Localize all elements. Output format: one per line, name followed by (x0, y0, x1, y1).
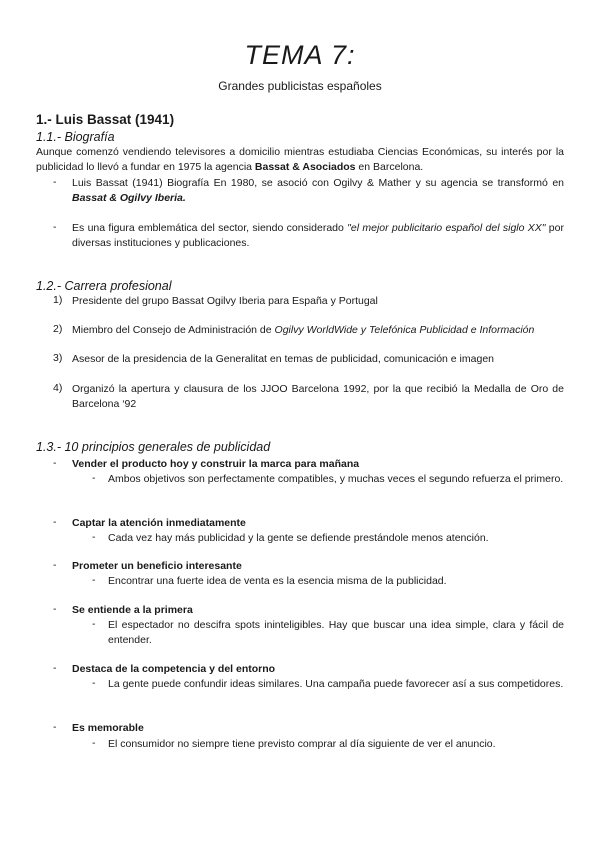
principle-detail: Ambos objetivos son perfectamente compatibles, y muchas veces el segundo refuerza el primero. (108, 473, 564, 485)
intro-text-end: en Barcelona. (355, 161, 424, 173)
bullet-dash: - (92, 574, 96, 586)
intro-text: Aunque comenzó vendiendo televisores a domicilio mientras estudiaba Ciencias Económicas, su interés por la publicidad lo llevó a fundar en 1975 la agencia (36, 146, 564, 173)
subsection-heading-principios: 1.3.- 10 principios generales de publicidad (36, 440, 271, 454)
document-subtitle: Grandes publicistas españoles (218, 79, 382, 93)
principle-detail: Cada vez hay más publicidad y la gente se defiende prestándole menos atención. (108, 532, 489, 544)
career-item-companies: Ogilvy WorldWide y Telefónica Publicidad e Información (274, 324, 535, 336)
bullet-text: Luis Bassat (1941) Biografía En 1980, se asoció con Ogilvy & Mather y su agencia se transformó en (72, 177, 564, 189)
principle-detail: La gente puede confundir ideas similares. Una campaña puede favorecer así a sus competidores. (108, 678, 564, 690)
bullet-dash: - (92, 737, 96, 749)
list-number: 4) (53, 382, 63, 394)
document-title: TEMA 7: (244, 40, 356, 70)
bullet-text: Es una figura emblemática del sector, siendo considerado (72, 222, 348, 234)
section-heading-bassat: 1.- Luis Bassat (1941) (36, 112, 175, 127)
principle-title: Captar la atención inmediatamente (72, 517, 246, 529)
bullet-dash: - (53, 603, 57, 615)
bullet-text-end: por diversas instituciones y publicaciones. (72, 222, 564, 249)
career-item: Asesor de la presidencia de la Generalitat en temas de publicidad, comunicación e imagen (72, 353, 494, 365)
principle-detail: El espectador no descifra spots ininteligibles. Hay que buscar una idea simple, clara y fácil de entender. (108, 619, 564, 646)
bullet-agency-name: Bassat & Ogilvy Iberia. (72, 192, 186, 204)
principle-detail: El consumidor no siempre tiene previsto comprar al día siguiente de ver el anuncio. (108, 738, 496, 750)
career-item: Organizó la apertura y clausura de los JJOO Barcelona 1992, por la que recibió la Medalla de Oro de Barcelona ‘92 (72, 383, 564, 410)
biography-bullet-ogilvy (72, 176, 564, 206)
bullet-dash: - (53, 221, 57, 233)
bullet-dash: - (92, 531, 96, 543)
biography-bullet-figure (72, 221, 564, 251)
intro-agency-name: Bassat & Asociados (254, 161, 356, 173)
list-number: 2) (53, 323, 63, 335)
biography-intro (36, 145, 564, 175)
bullet-dash: - (53, 176, 57, 188)
bullet-dash: - (53, 559, 57, 571)
bullet-dash: - (53, 516, 57, 528)
subsection-heading-biografia: 1.1.- Biografía (36, 130, 115, 144)
principle-title: Prometer un beneficio interesante (72, 560, 242, 572)
principle-title: Destaca de la competencia y del entorno (72, 663, 276, 675)
bullet-quote: "el mejor publicitario español del siglo XX" (347, 222, 546, 234)
principle-title: Se entiende a la primera (72, 604, 193, 616)
career-item-text: Miembro del Consejo de Administración de (72, 324, 275, 336)
bullet-dash: - (53, 457, 57, 469)
bullet-dash: - (92, 472, 96, 484)
principle-detail: Encontrar una fuerte idea de venta es la esencia misma de la publicidad. (108, 575, 447, 587)
bullet-dash: - (92, 618, 96, 630)
list-number: 3) (53, 352, 63, 364)
bullet-dash: - (92, 677, 96, 689)
subsection-heading-carrera: 1.2.- Carrera profesional (36, 279, 172, 293)
career-item (72, 323, 572, 338)
career-item: Presidente del grupo Bassat Ogilvy Iberia para España y Portugal (72, 295, 378, 307)
principle-title: Vender el producto hoy y construir la marca para mañana (72, 458, 360, 470)
bullet-dash: - (53, 662, 57, 674)
principle-title: Es memorable (72, 722, 144, 734)
list-number: 1) (53, 294, 63, 306)
bullet-dash: - (53, 721, 57, 733)
